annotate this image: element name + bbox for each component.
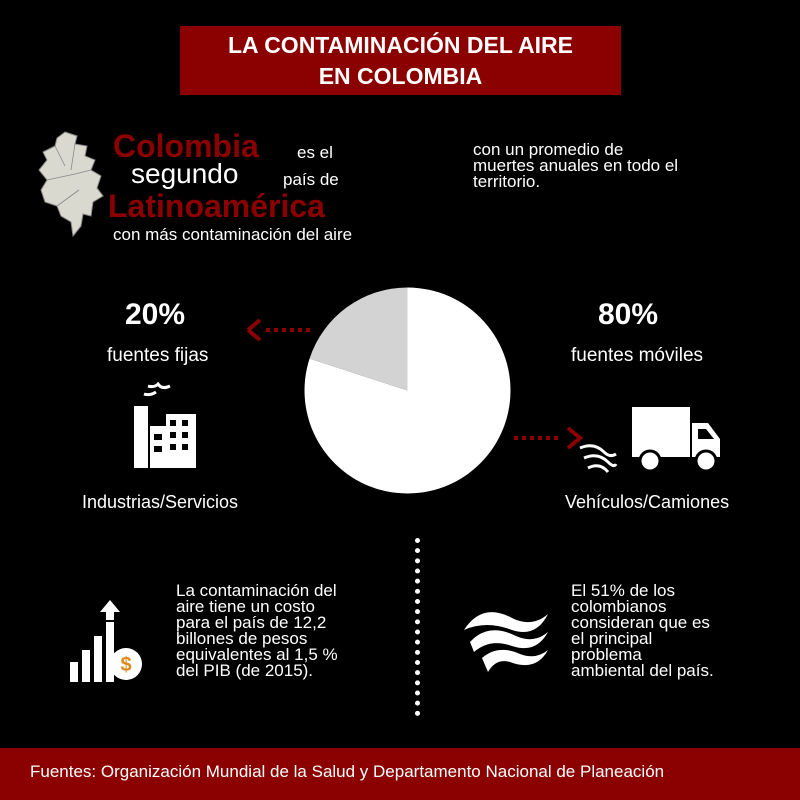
pais-de-label: país de [283, 170, 339, 189]
es-el-label: es el [297, 143, 333, 162]
title-line-1: LA CONTAMINACIÓN DEL AIRE [228, 32, 573, 58]
mobile-label: fuentes móviles [571, 345, 704, 366]
cost-line: aire tiene un costo [176, 597, 315, 616]
mobile-category: Vehículos/Camiones [565, 492, 730, 512]
cost-line: La contaminación del [176, 581, 337, 600]
con-mas-label: con más contaminación del aire [113, 225, 353, 244]
sources-pie-chart [300, 283, 515, 498]
wind-icon [578, 442, 618, 478]
title-line-2: EN COLOMBIA [318, 63, 483, 89]
average-line-1: con un promedio de [473, 140, 624, 159]
divider-dotted [415, 538, 420, 716]
arrow-right-icon [512, 424, 584, 452]
mobile-percent: 80% [598, 298, 659, 331]
cost-line: billones de pesos [176, 629, 308, 648]
arrow-left-icon [244, 316, 314, 344]
truck-icon [630, 405, 722, 475]
flag-wave-icon [460, 608, 552, 678]
svg-text:$: $ [120, 654, 132, 676]
average-text [473, 142, 773, 190]
footer-sources: Fuentes: Organización Mundial de la Salud y Departamento Nacional de Planeación [30, 762, 665, 781]
colombia-label: Colombia [113, 128, 259, 164]
cost-line: del PIB (de 2015). [176, 661, 314, 680]
cost-line: para el país de 12,2 [176, 613, 327, 632]
fixed-label: fuentes fijas [107, 345, 209, 366]
title-banner [180, 26, 621, 95]
segundo-label: segundo [131, 158, 239, 189]
opinion-line: el principal [571, 629, 653, 648]
factory-icon [130, 382, 200, 468]
opinion-text [571, 583, 771, 679]
opinion-line: consideran que es [571, 613, 710, 632]
latinoamerica-label: Latinoamérica [108, 188, 325, 224]
opinion-line: colombianos [571, 597, 667, 616]
opinion-line: ambiental del país. [571, 661, 714, 680]
cost-line: equivalentes al 1,5 % [176, 645, 338, 664]
average-line-2: muertes anuales en todo el [473, 156, 679, 175]
opinion-line: El 51% de los [571, 581, 675, 600]
average-line-3: territorio. [473, 172, 541, 191]
growth-chart-icon [68, 598, 144, 684]
opinion-line: problema [571, 645, 642, 664]
fixed-percent: 20% [125, 298, 186, 331]
footer-bar [0, 748, 800, 800]
cost-text [176, 583, 406, 679]
colombia-map-icon [35, 130, 105, 240]
fixed-category: Industrias/Servicios [82, 492, 239, 512]
